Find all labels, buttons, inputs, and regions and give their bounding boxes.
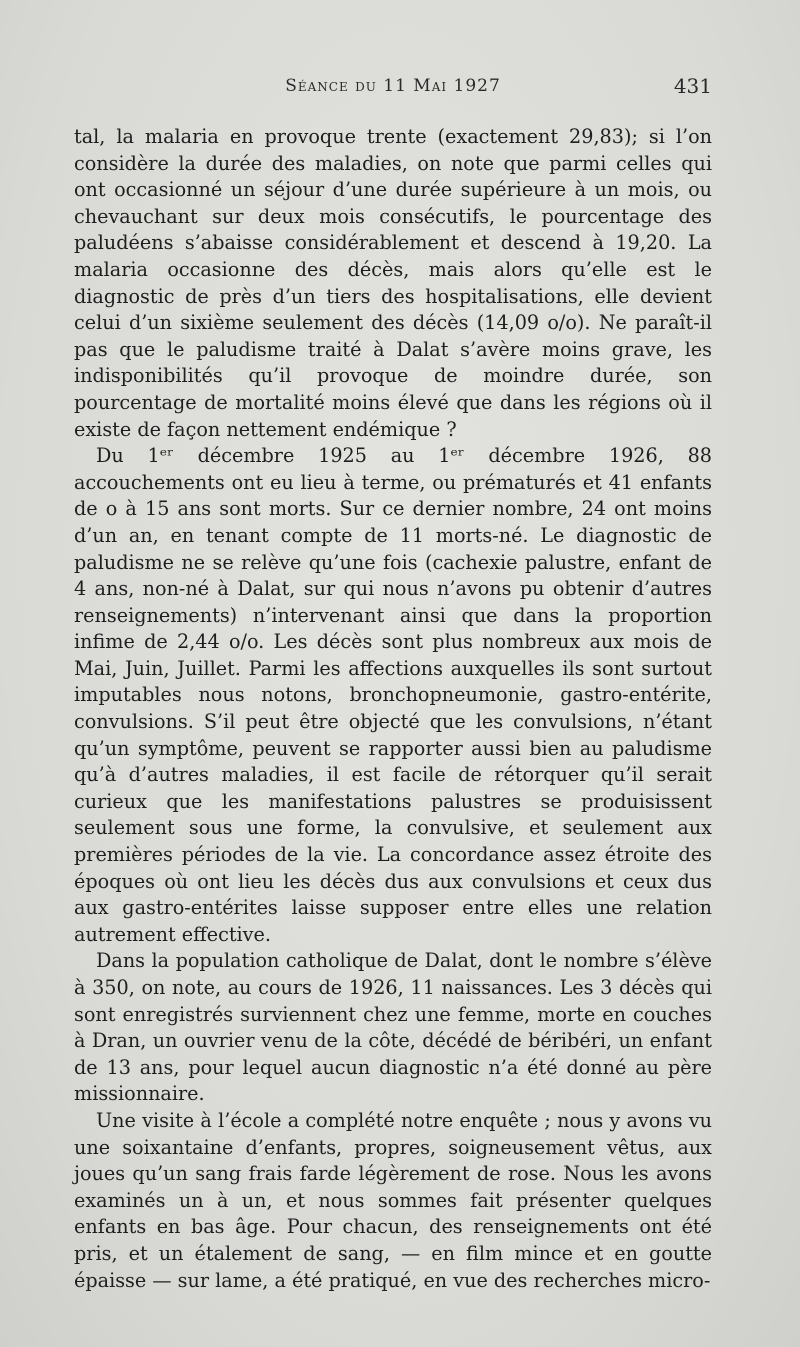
body-text	[74, 124, 712, 1294]
page-number: 431	[673, 74, 712, 98]
paragraph-school-visit: Une visite à l’école a complété notre enquête ; nous y avons vu une soixantaine d’enfants, propres, soigneusement vêtus, aux joues qu’un sang frais farde légèrement de rose. Nous les avons examinés un à un, et nous sommes fait présenter quelques enfants en bas âge. Pour chacun, des renseignements ont été pris, et un étalement de sang, — en film mince et en goutte épaisse — sur lame, a été pratiqué, en vue des recherches micro-	[74, 1108, 712, 1292]
running-title: Séance du 11 Mai 1927	[285, 76, 501, 96]
paragraph-malaria-statistics: tal, la malaria en provoque trente (exactement 29,83); si l’on considère la durée des maladies, on note que parmi celles qui ont occasionné un séjour d’une durée supérieure à un mois, ou chevauchant sur deux mois consécutifs, le pourcentage des paludéens s’abaisse considérablement et descend à 19,20. La malaria occasionne des décès, mais alors qu’elle est le diagnostic de près d’un tiers des hospitalisations, elle devient celui d’un sixième seulement des décès (14,09 o/o). Ne paraît-il pas que le paludisme traité à Dalat s’avère moins grave, les indisponibilités qu’il provoque de moindre durée, son pourcentage de mortalité moins élevé que dans les régions où il existe de façon nettement endémique ?	[74, 125, 712, 441]
page-header	[74, 74, 712, 104]
paragraph-child-mortality: Du 1ᵉʳ décembre 1925 au 1ᵉʳ décembre 1926, 88 accouchements ont eu lieu à terme, ou prématurés et 41 enfants de o à 15 ans sont morts. Sur ce dernier nombre, 24 ont moins d’un an, en tenant compte de 11 morts-né. Le diagnostic de paludisme ne se relève qu’une fois (cachexie palustre, enfant de 4 ans, non-né à Dalat, sur qui nous n’avons pu obtenir d’autres renseignements) n’intervenant ainsi que dans la proportion infime de 2,44 o/o. Les décès sont plus nombreux aux mois de Mai, Juin, Juillet. Parmi les affections auxquelles ils sont surtout imputables nous notons, bronchopneumonie, gastro-entérite, convulsions. S’il peut être objecté que les convulsions, n’étant qu’un symptôme, peuvent se rapporter aussi bien au paludisme qu’à d’autres maladies, il est facile de rétorquer qu’il serait curieux que les manifestations palustres se produisissent seulement sous une forme, la convulsive, et seulement aux premières périodes de la vie. La concordance assez étroite des époques où ont lieu les décès dus aux convulsions et ceux dus aux gastro-entérites laisse supposer entre elles une relation autrement effective.	[74, 444, 712, 946]
paragraph-catholic-population: Dans la population catholique de Dalat, dont le nombre s’élève à 350, on note, au cours de 1926, 11 naissances. Les 3 décès qui sont enregistrés surviennent chez une femme, morte en couches à Dran, un ouvrier venu de la côte, décédé de béribéri, un enfant de 13 ans, pour lequel aucun diagnostic n’a été donné au père missionnaire.	[74, 949, 712, 1106]
